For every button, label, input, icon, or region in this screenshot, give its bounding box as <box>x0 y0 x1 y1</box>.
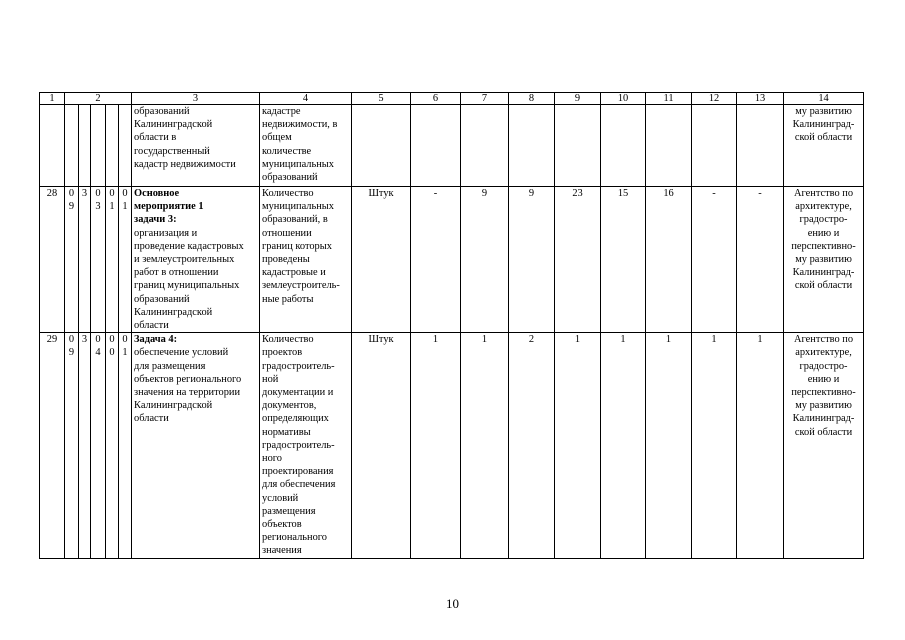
name-title-line: мероприятие 1 <box>134 201 204 213</box>
code-cell: 3 <box>79 187 91 333</box>
header-col-14: 14 <box>784 93 864 105</box>
name-line: и землеустроительных <box>134 254 235 266</box>
value-cell: - <box>411 187 461 333</box>
name-line: области в <box>134 132 177 144</box>
name-line: образований <box>134 106 190 117</box>
code-cell <box>79 105 91 187</box>
value-cell <box>646 105 692 187</box>
value-cell <box>509 105 555 187</box>
table-row <box>40 105 864 187</box>
name-line: государственный <box>134 145 210 157</box>
name-cell <box>132 333 260 559</box>
name-line: для размещения <box>134 360 206 372</box>
unit-cell <box>352 105 411 187</box>
responsible-line: Агентство по <box>794 188 854 199</box>
indicator-line: Количество <box>262 188 314 199</box>
indicator-line: ной <box>262 373 279 385</box>
name-line: области <box>134 320 169 332</box>
value-cell: - <box>737 187 784 333</box>
code-cell: 00 <box>106 333 119 559</box>
indicator-line: документации и <box>262 387 334 399</box>
header-col-11: 11 <box>646 93 692 105</box>
code-cell <box>119 105 132 187</box>
indicator-line: документов, <box>262 400 317 412</box>
responsible-line: ской области <box>794 426 853 438</box>
header-col-9: 9 <box>555 93 601 105</box>
indicator-line: нормативы <box>262 426 311 438</box>
value-cell: 1 <box>692 333 737 559</box>
responsible-line: Агентство по <box>794 334 854 346</box>
unit-cell: Штук <box>352 333 411 559</box>
responsible-cell <box>784 105 864 187</box>
responsible-line: му развитию <box>795 254 852 266</box>
value-cell: 9 <box>509 187 555 333</box>
code-cell: 29 <box>40 333 65 559</box>
header-col-8: 8 <box>509 93 555 105</box>
name-title-line: Основное <box>134 188 180 199</box>
value-cell <box>601 105 646 187</box>
name-line: границ муниципальных <box>134 280 240 292</box>
value-cell: 9 <box>461 187 509 333</box>
indicator-line: муниципальных <box>262 201 334 213</box>
indicator-line: кадастре <box>262 106 301 117</box>
value-cell: 1 <box>411 333 461 559</box>
name-cell <box>132 105 260 187</box>
program-table <box>39 92 864 559</box>
value-cell: 15 <box>601 187 646 333</box>
value-cell <box>461 105 509 187</box>
name-line: Калининградской <box>134 306 213 318</box>
responsible-line: Калининград- <box>792 267 855 279</box>
name-title-line: Задача 4: <box>134 334 178 346</box>
responsible-line: Калининград- <box>792 119 855 131</box>
responsible-line: му развитию <box>795 400 852 412</box>
name-line: области <box>134 413 169 425</box>
value-cell: 1 <box>601 333 646 559</box>
name-line: кадастр недвижимости <box>134 158 236 170</box>
name-line: образований <box>134 293 190 305</box>
indicator-line: определяющих <box>262 413 329 425</box>
header-col-1: 1 <box>40 93 65 105</box>
indicator-line: землеустроитель- <box>262 280 340 292</box>
code-cell <box>106 105 119 187</box>
name-title-line: задачи 3: <box>134 214 177 226</box>
value-cell: 16 <box>646 187 692 333</box>
indicator-line: ного <box>262 453 282 465</box>
header-col-3: 3 <box>132 93 260 105</box>
value-cell: 2 <box>509 333 555 559</box>
indicator-line: условий <box>262 492 299 504</box>
value-cell: - <box>692 187 737 333</box>
table-body <box>40 93 864 559</box>
value-cell <box>692 105 737 187</box>
responsible-line: ской области <box>794 280 853 292</box>
code-cell: 3 <box>79 333 91 559</box>
header-col-4: 4 <box>260 93 352 105</box>
indicator-line: регионального <box>262 532 327 544</box>
code-cell: 28 <box>40 187 65 333</box>
indicator-cell <box>260 333 352 559</box>
indicator-line: кадастровые и <box>262 267 326 279</box>
code-cell: 09 <box>65 187 79 333</box>
table-row <box>40 333 864 559</box>
responsible-line: Калининград- <box>792 413 855 425</box>
responsible-cell <box>784 187 864 333</box>
code-cell: 04 <box>91 333 106 559</box>
value-cell <box>411 105 461 187</box>
indicator-line: муниципальных <box>262 158 334 170</box>
responsible-line: ению и <box>807 227 840 239</box>
header-col-12: 12 <box>692 93 737 105</box>
responsible-line: архитектуре, <box>795 347 852 359</box>
indicator-line: Количество <box>262 334 314 346</box>
value-cell: 1 <box>555 333 601 559</box>
indicator-line: недвижимости, в <box>262 119 338 131</box>
value-cell: 1 <box>646 333 692 559</box>
responsible-cell <box>784 333 864 559</box>
indicator-line: отношении <box>262 227 312 239</box>
page-number: 10 <box>446 596 459 611</box>
name-line: значения на территории <box>134 387 241 399</box>
indicator-line: границ которых <box>262 240 332 252</box>
value-cell: 1 <box>737 333 784 559</box>
name-line: Калининградской <box>134 119 213 131</box>
code-cell: 01 <box>106 187 119 333</box>
code-cell: 03 <box>91 187 106 333</box>
indicator-cell <box>260 187 352 333</box>
responsible-line: ской области <box>794 132 853 144</box>
indicator-line: размещения <box>262 505 316 517</box>
responsible-line: градостро- <box>799 214 848 226</box>
header-col-7: 7 <box>461 93 509 105</box>
indicator-line: общем <box>262 132 292 144</box>
unit-cell: Штук <box>352 187 411 333</box>
value-cell <box>737 105 784 187</box>
indicator-line: градостроитель- <box>262 360 335 372</box>
code-cell <box>40 105 65 187</box>
indicator-line: ные работы <box>262 293 314 305</box>
name-line: обеспечение условий <box>134 347 229 359</box>
header-col-5: 5 <box>352 93 411 105</box>
header-col-6: 6 <box>411 93 461 105</box>
code-cell <box>91 105 106 187</box>
value-cell: 1 <box>461 333 509 559</box>
responsible-line: архитектуре, <box>795 201 852 213</box>
name-line: Калининградской <box>134 400 213 412</box>
name-line: организация и <box>134 227 198 239</box>
responsible-line: градостро- <box>799 360 848 372</box>
responsible-line: перспективно- <box>791 240 856 252</box>
name-line: работ в отношении <box>134 267 219 279</box>
table-row <box>40 187 864 333</box>
code-cell: 01 <box>119 333 132 559</box>
indicator-line: проектов <box>262 347 303 359</box>
code-cell: 01 <box>119 187 132 333</box>
header-col-13: 13 <box>737 93 784 105</box>
code-cell <box>65 105 79 187</box>
indicator-line: образований <box>262 172 318 184</box>
column-number-header <box>40 93 864 105</box>
header-col-10: 10 <box>601 93 646 105</box>
name-cell <box>132 187 260 333</box>
responsible-line: ению и <box>807 373 840 385</box>
name-line: проведение кадастровых <box>134 240 244 252</box>
indicator-line: для обеспечения <box>262 479 336 491</box>
indicator-line: проектирования <box>262 466 334 478</box>
indicator-cell <box>260 105 352 187</box>
value-cell <box>555 105 601 187</box>
responsible-line: му развитию <box>795 106 852 117</box>
header-col-2: 2 <box>65 93 132 105</box>
value-cell: 23 <box>555 187 601 333</box>
indicator-line: значения <box>262 545 302 557</box>
code-cell: 09 <box>65 333 79 559</box>
name-line: объектов регионального <box>134 373 242 385</box>
indicator-line: образований, в <box>262 214 328 226</box>
indicator-line: количестве <box>262 145 312 157</box>
indicator-line: градостроитель- <box>262 439 335 451</box>
indicator-line: объектов <box>262 519 302 531</box>
responsible-line: перспективно- <box>791 387 856 399</box>
indicator-line: проведены <box>262 254 310 266</box>
